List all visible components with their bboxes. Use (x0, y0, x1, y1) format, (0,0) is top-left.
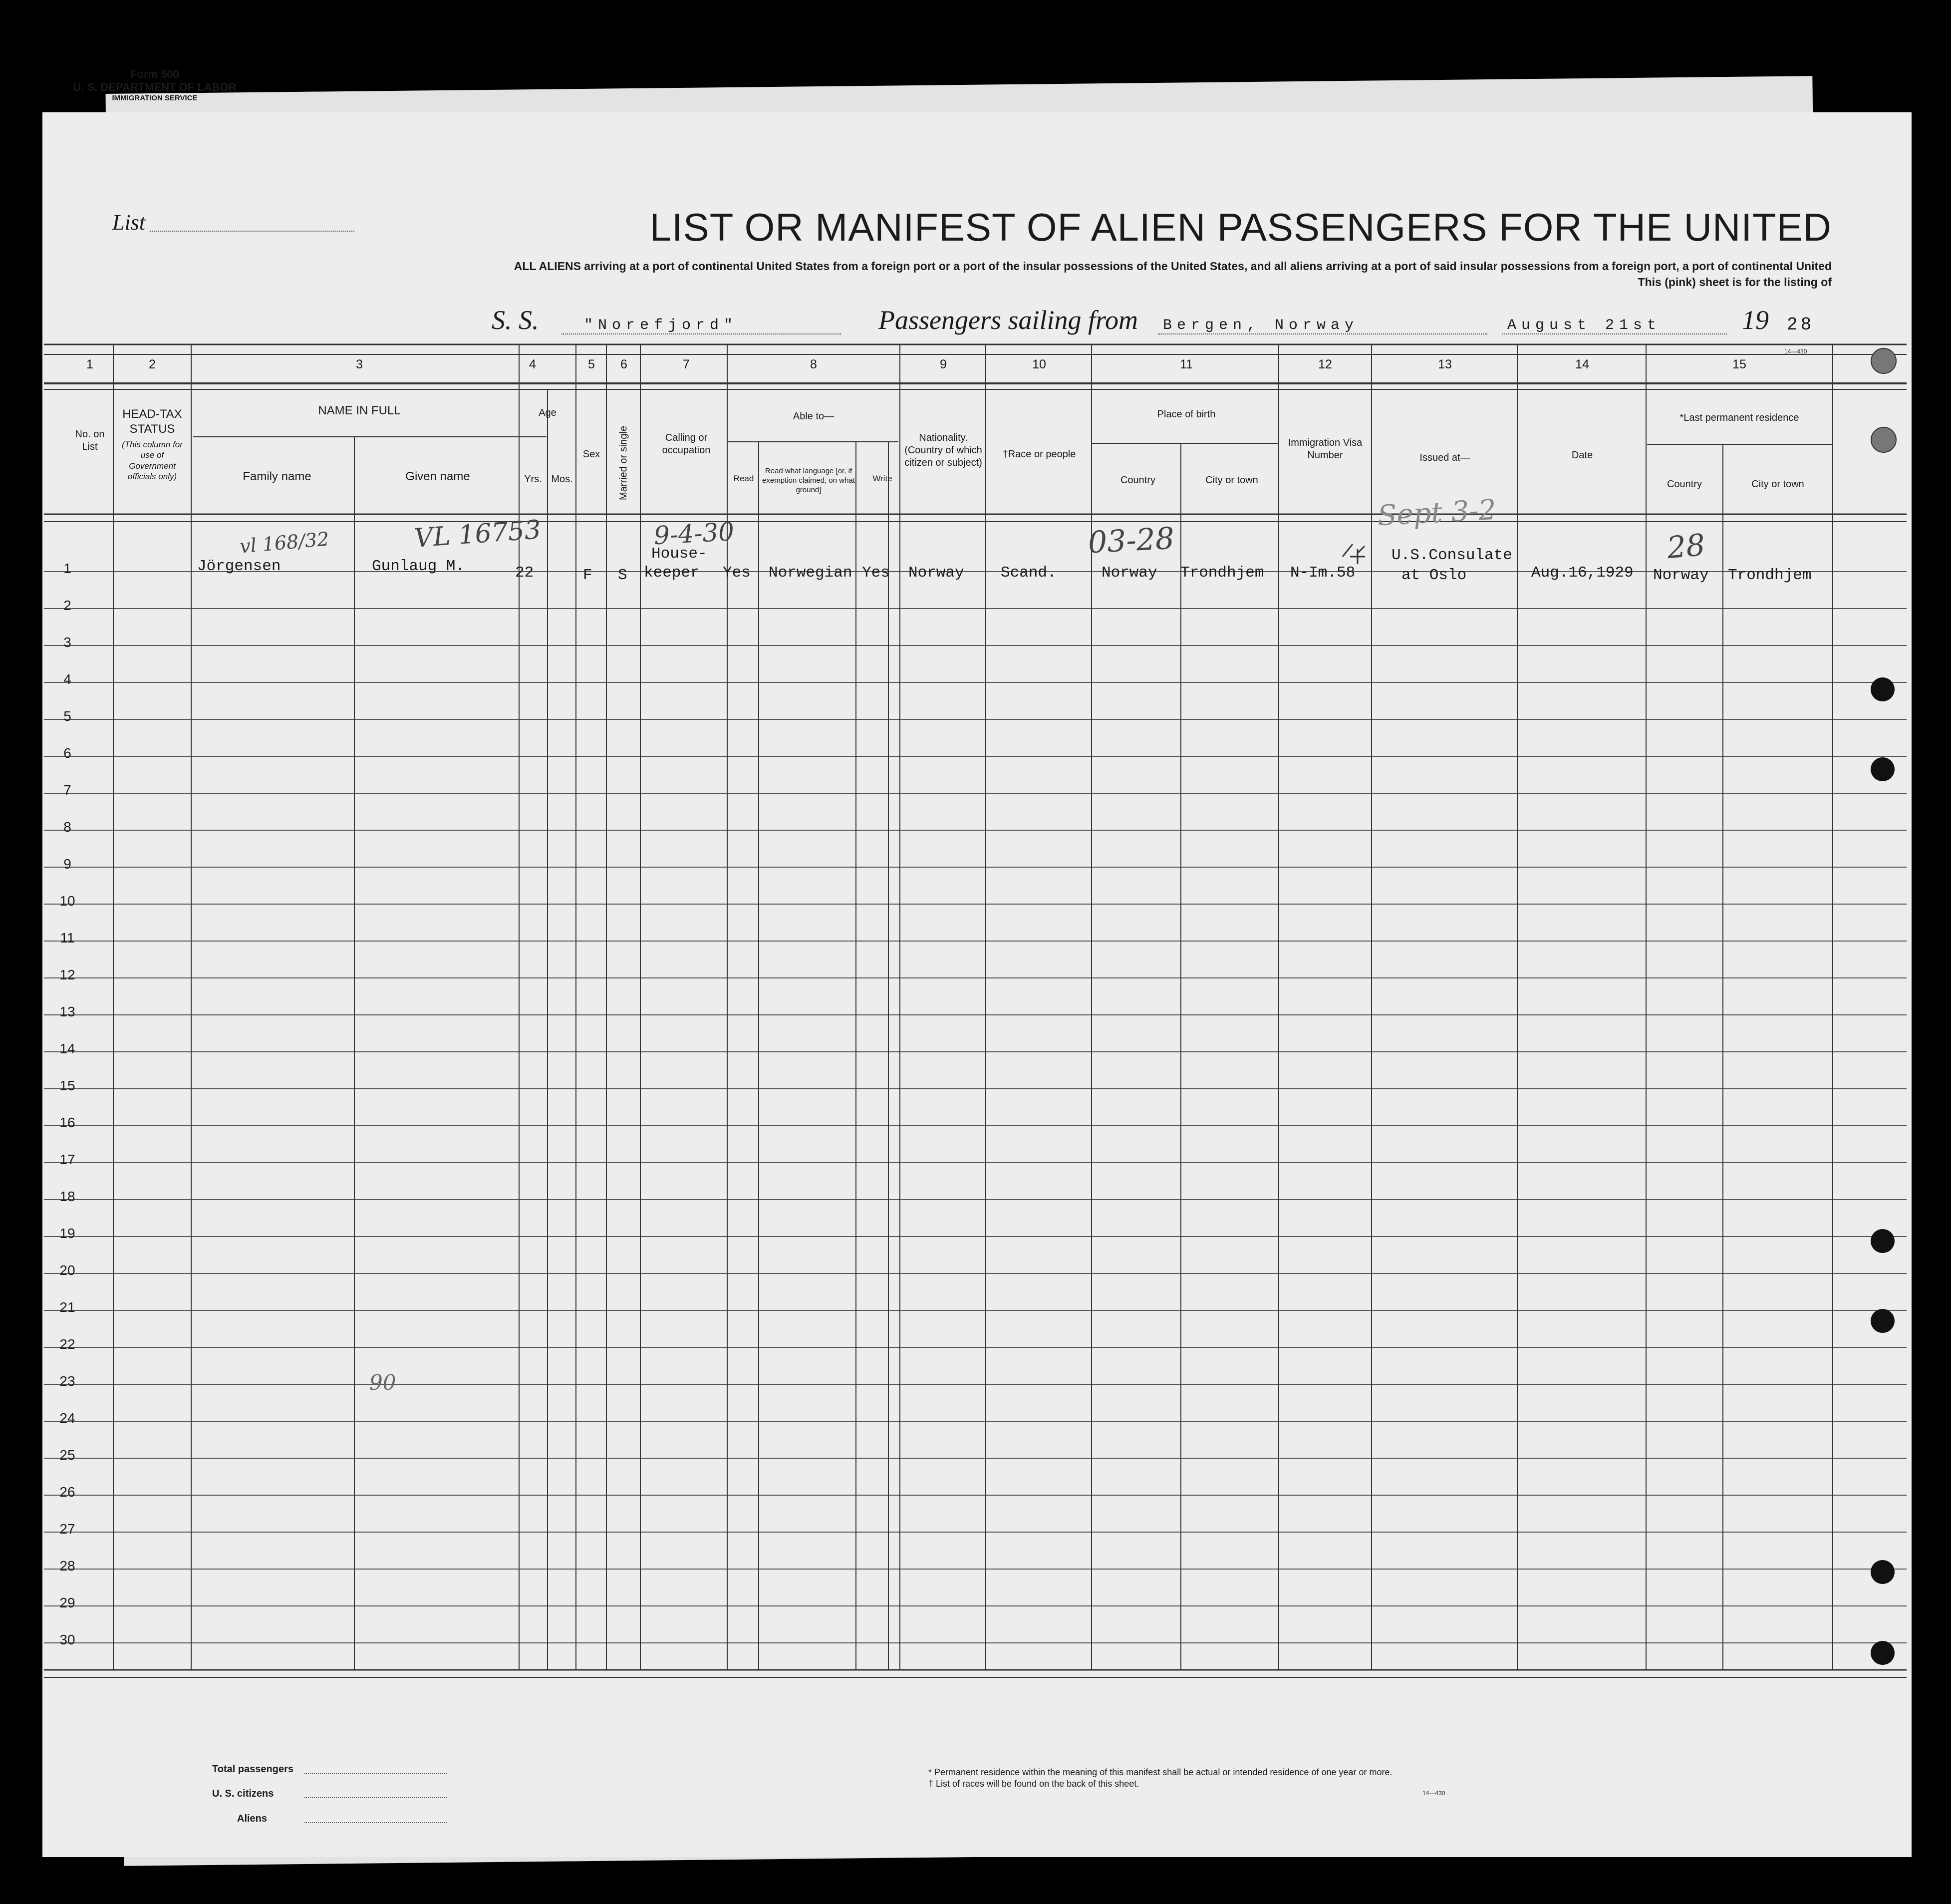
row-number: 1 (63, 561, 71, 576)
footnote-races: † List of races will be found on the back of this sheet. (928, 1779, 1139, 1789)
visa-number-cell: N-Im.58 (1290, 564, 1356, 582)
occupation-line-1: House- (651, 545, 707, 563)
row-number: 6 (63, 745, 71, 761)
col-num-10: 10 (1032, 357, 1046, 371)
department-label: U. S. DEPARTMENT OF LABOR (73, 81, 237, 93)
col-num-8: 8 (810, 357, 817, 371)
birth-country-cell: Norway (1102, 564, 1157, 582)
list-label: List (112, 210, 146, 235)
col-num-5: 5 (588, 357, 595, 371)
issued-at-line-2: at Oslo (1401, 567, 1467, 584)
port-of-sailing: Bergen, Norway (1163, 317, 1359, 334)
occupation-line-2: keeper (644, 564, 700, 582)
punch-hole (1871, 1229, 1895, 1253)
row-number: 23 (59, 1373, 75, 1389)
handwritten-note: 28 (1666, 527, 1707, 566)
write-cell: Yes (862, 564, 890, 582)
col-num-14: 14 (1575, 357, 1589, 371)
punch-hole (1871, 348, 1897, 374)
row-number: 15 (59, 1078, 75, 1093)
total-passengers-line (304, 1773, 447, 1774)
age-years-cell: 22 (515, 564, 534, 582)
punch-hole (1871, 1641, 1895, 1665)
row-number: 4 (63, 671, 71, 687)
nationality-cell: Norway (908, 564, 964, 582)
family-name-cell: Jörgensen (197, 558, 281, 575)
service-label: IMMIGRATION SERVICE (112, 94, 198, 102)
header-last-residence: *Last permanent residence (1679, 412, 1799, 423)
col-num-6: 6 (620, 357, 627, 371)
col-num-13: 13 (1438, 357, 1452, 371)
us-citizens-line (304, 1797, 447, 1798)
header-mos: Mos. (551, 474, 573, 485)
row-number: 10 (59, 893, 75, 909)
row-number: 20 (59, 1263, 75, 1278)
language-cell: Norwegian (769, 564, 852, 582)
subtitle-2: This (pink) sheet is for the listing of (1638, 276, 1832, 289)
col-num-12: 12 (1318, 357, 1332, 371)
header-sex: Sex (582, 449, 600, 460)
row-number: 7 (63, 782, 71, 798)
row-number: 26 (59, 1484, 75, 1500)
header-date: Date (1571, 450, 1593, 461)
header-name-in-full: NAME IN FULL (318, 404, 401, 417)
header-nationality: Nationality. (Country of which citizen or subject) (904, 432, 982, 468)
sex-cell: F (583, 567, 592, 584)
header-write: Write (872, 474, 892, 483)
row-number: 12 (59, 967, 75, 982)
header-race: †Race or people (1002, 449, 1076, 460)
row-number: 30 (59, 1632, 75, 1647)
handwritten-note: Sept 3-2 (1377, 493, 1497, 533)
col-num-1: 1 (86, 357, 93, 371)
ss-label: S. S. (492, 305, 539, 335)
birth-city-cell: Trondhjem (1180, 564, 1264, 582)
residence-country-cell: Norway (1653, 567, 1709, 584)
row-number: 13 (59, 1004, 75, 1019)
row-number: 8 (63, 819, 71, 835)
row-number: 29 (59, 1595, 75, 1610)
row-number: 22 (59, 1336, 75, 1352)
col-num-3: 3 (356, 357, 363, 371)
issued-at-line-1: U.S.Consulate (1392, 547, 1512, 564)
page-title: LIST OR MANIFEST OF ALIEN PASSENGERS FOR THE UNITED (649, 205, 1832, 249)
punch-hole (1871, 427, 1897, 453)
header-able-to: Able to— (793, 411, 835, 422)
col-num-15: 15 (1732, 357, 1746, 371)
header-no-on-list: No. on List (75, 429, 105, 452)
sailing-date: August 21st (1507, 317, 1662, 334)
read-cell: Yes (723, 564, 751, 582)
us-citizens-label: U. S. citizens (212, 1788, 274, 1799)
form-number: Form 500 (130, 68, 179, 80)
handwritten-note: 90 (369, 1370, 396, 1395)
row-number: 19 (59, 1226, 75, 1241)
footnote-code: 14—430 (1422, 1790, 1445, 1797)
handwritten-note: vl 168/32 (239, 528, 330, 558)
row-number: 2 (63, 598, 71, 613)
aliens-line (304, 1822, 447, 1823)
row-number: 28 (59, 1558, 75, 1574)
col-num-7: 7 (683, 357, 690, 371)
visa-date-cell: Aug.16,1929 (1531, 564, 1634, 582)
punch-hole (1871, 1309, 1895, 1333)
aliens-label: Aliens (237, 1813, 268, 1824)
row-number: 9 (63, 856, 71, 872)
footnote-residence: * Permanent residence within the meaning of this manifest shall be actual or intended residence of one year or more. (928, 1767, 1393, 1777)
col-num-2: 2 (149, 357, 156, 371)
header-calling: Calling or occupation (662, 432, 711, 456)
col-num-4: 4 (529, 357, 536, 371)
punch-hole (1871, 677, 1895, 701)
punch-hole (1871, 1560, 1895, 1584)
header-birth-country: Country (1120, 475, 1156, 486)
subtitle: ALL ALIENS arriving at a port of continental United States from a foreign port or a port of the insular possessions of the United States, and all aliens arriving at a port of said insular possessions from a foreign port, a port of continental United (514, 260, 1832, 273)
header-visa-number: Immigration Visa Number (1288, 437, 1363, 461)
header-residence-country: Country (1667, 479, 1702, 490)
header-family-name: Family name (243, 470, 311, 483)
row-number: 21 (59, 1299, 75, 1315)
col-num-9: 9 (940, 357, 947, 371)
header-birth-city: City or town (1205, 475, 1258, 486)
header-residence-city: City or town (1751, 479, 1804, 490)
col-num-11: 11 (1180, 357, 1193, 371)
year-prefix: 19 (1742, 305, 1769, 335)
row-number: 27 (59, 1521, 75, 1537)
sailing-label: Passengers sailing from (878, 305, 1138, 335)
year-suffix: 28 (1787, 315, 1815, 335)
total-passengers-label: Total passengers (212, 1764, 294, 1775)
header-read: Read (733, 474, 754, 483)
handwritten-note: 03-28 (1087, 521, 1175, 561)
header-given-name: Given name (405, 470, 470, 483)
header-yrs: Yrs. (524, 474, 542, 485)
row-number: 18 (59, 1189, 75, 1204)
row-number: 25 (59, 1447, 75, 1463)
punch-hole (1871, 757, 1895, 781)
header-head-tax-note: (This column for use of Government officials only) (122, 440, 183, 481)
header-issued-at: Issued at— (1419, 452, 1470, 463)
header-age: Age (539, 407, 557, 418)
header-read-language: Read what language [or, if exemption claimed, on what ground] (762, 467, 855, 494)
row-number: 3 (63, 635, 71, 650)
handwritten-note: 9-4-30 (653, 517, 735, 551)
race-cell: Scand. (1001, 564, 1057, 582)
row-number: 5 (63, 708, 71, 724)
residence-city-cell: Trondhjem (1728, 567, 1812, 584)
row-number: 16 (59, 1115, 75, 1130)
ship-name: "Norefjord" (584, 317, 738, 334)
row-number: 24 (59, 1410, 75, 1426)
header-head-tax: HEAD-TAX STATUS (122, 407, 182, 436)
header-place-of-birth: Place of birth (1157, 409, 1216, 420)
row-number: 11 (60, 930, 75, 946)
header-married: Married or single (618, 426, 629, 500)
corner-code: 14—430 (1784, 348, 1807, 355)
row-number: 14 (59, 1041, 75, 1056)
marital-status-cell: S (618, 567, 627, 584)
given-name-cell: Gunlaug M. (372, 558, 465, 575)
row-number: 17 (59, 1152, 75, 1167)
handwritten-note: VL 16753 (413, 515, 542, 554)
